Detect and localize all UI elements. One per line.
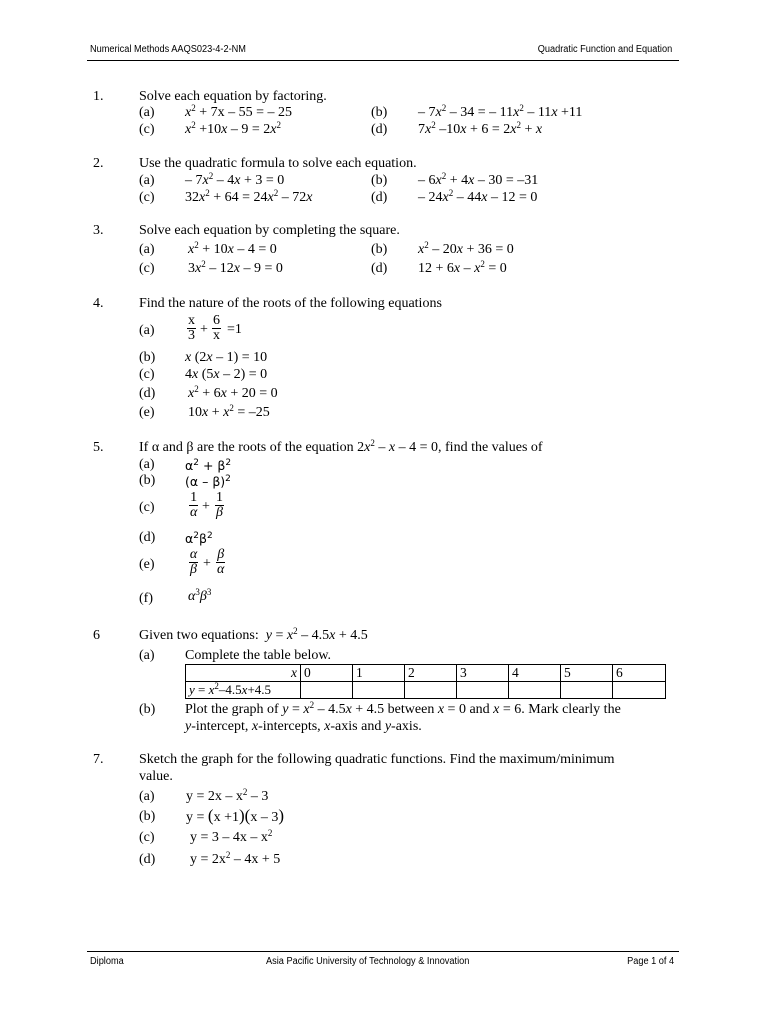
q4-number: 4. (93, 296, 104, 311)
q4-text: Find the nature of the roots of the following equations (139, 296, 442, 311)
q6b-text-line1: Plot the graph of $y = x^2 - 4.5x + 4.5$ between x = 0 and x = 6. Mark clearly the (185, 700, 621, 717)
q5e-fraction-beta-over-alpha (216, 548, 225, 577)
q3b-label: (b) (371, 242, 388, 257)
q7d-function: $y = 2x^2 - 4x + 5$ (190, 850, 281, 867)
q2a-label: (a) (139, 173, 155, 188)
table-cell-x0: 0 (301, 665, 353, 682)
q4e-label: (e) (139, 405, 155, 420)
q5-tail-text: , find the values of (438, 440, 543, 455)
q1b-equation: – $7x^2 - 34$ = – $11x^2 - 11x +11$ (418, 103, 583, 120)
table-cell-x3: 3 (457, 665, 509, 682)
q5c-denominator-beta: β (216, 505, 223, 520)
q4b-label: (b) (139, 350, 156, 365)
q5f-label: (f) (139, 591, 153, 606)
q4a-numerator-x: x (188, 313, 195, 328)
q4c-equation: 4x (5x – 2) = 0 (185, 367, 268, 382)
q1d-label: (d) (371, 122, 388, 137)
q7b-function: y = (x +1)(x – 3) (186, 806, 284, 825)
q5-lead-text: If α and β are the roots of the equation (139, 440, 354, 455)
q7c-function: $y = 3 - 4x - x^2$ (190, 828, 273, 845)
q6-number: 6 (93, 628, 100, 643)
q6-text: Given two equations: $y = x^2 - 4.5x + 4.5$ (139, 626, 368, 643)
q5-text: If α and β are the roots of the equation $2x^2 - x - 4 = 0$, find the values of (139, 438, 543, 455)
q2-text: Use the quadratic formula to solve each equation. (139, 156, 417, 171)
q7-text-line1: Sketch the graph for the following quadratic functions. Find the maximum/minimum (139, 752, 615, 767)
q6-value-table (185, 664, 666, 699)
footer-rule (87, 951, 679, 952)
header-rule (87, 60, 679, 61)
q4a-numerator-6: 6 (213, 313, 220, 328)
q4b-equation: x (2x – 1) = 10 (185, 350, 268, 365)
footer-program: Diploma (90, 956, 124, 967)
q5c-numerator-1: 1 (190, 490, 198, 505)
q7-text-line2: value. (139, 769, 173, 784)
q2c-label: (c) (139, 190, 155, 205)
q4a-label: (a) (139, 323, 155, 338)
q4a-denominator-x: x (213, 328, 220, 343)
q7c-label: (c) (139, 830, 155, 845)
q7b-label: (b) (139, 809, 156, 824)
table-cell-y3 (457, 682, 509, 699)
q1-number: 1. (93, 89, 104, 104)
q1b-label: (b) (371, 105, 388, 120)
q5c-plus: + (202, 499, 210, 514)
q5e-label: (e) (139, 557, 155, 572)
footer-page-number: Page 1 of 4 (626, 956, 674, 967)
q1-text: Solve each equation by factoring. (139, 89, 327, 104)
q7-number: 7. (93, 752, 104, 767)
q5c-label: (c) (139, 500, 155, 515)
q5e-numerator-alpha: α (189, 547, 198, 562)
q2a-equation: – $7x^2 - 4x + 3 = 0$ (185, 171, 285, 188)
footer-institution: Asia Pacific University of Technology & Innovation (266, 956, 470, 967)
q4a-denominator-3: 3 (188, 328, 195, 343)
q4c-label: (c) (139, 367, 155, 382)
table-header-x: x (186, 665, 301, 682)
q4d-equation: $x^2 + 6x + 20 = 0$ (188, 384, 278, 401)
q3a-label: (a) (139, 242, 155, 257)
q7d-label: (d) (139, 852, 156, 867)
q6a-text: Complete the table below. (185, 648, 332, 663)
table-cell-x2: 2 (405, 665, 457, 682)
q5a-expression: $\alpha^2 + \beta^2$ (185, 458, 232, 473)
table-cell-y4 (509, 682, 561, 699)
q5c-fraction-1-over-alpha (189, 491, 198, 520)
table-cell-y5 (561, 682, 613, 699)
table-cell-y1 (353, 682, 405, 699)
table-row (186, 665, 666, 682)
q4d-label: (d) (139, 386, 156, 401)
q2c-equation: $32x^2 + 64 = 24x^2 - 72x$ (185, 188, 313, 205)
q3a-equation: $x^2 + 10x - 4 = 0$ (188, 240, 277, 257)
q5b-label: (b) (139, 473, 156, 488)
q1a-label: (a) (139, 105, 155, 120)
q1a-equation: $x^2 + 7x - 55$ = – 25 (185, 103, 293, 120)
q6a-label: (a) (139, 648, 155, 663)
q3c-label: (c) (139, 261, 155, 276)
q6-lead-text: Given two equations: (139, 628, 259, 643)
q2b-label: (b) (371, 173, 388, 188)
q5c-denominator-alpha: α (190, 505, 198, 520)
q6b-label: (b) (139, 702, 156, 717)
q6b-text-line2: y-intercept, x-intercepts, x-axis and y-axis. (185, 719, 422, 734)
table-cell-y2 (405, 682, 457, 699)
q4a-equals-one: =1 (227, 322, 242, 337)
q1c-equation: $x^2 +10x - 9 = 2x^2$ (185, 120, 281, 137)
q2d-equation: – $24x^2 - 44x - 12 = 0$ (418, 188, 538, 205)
q4e-equation: $10x + x^2 = -25$ (188, 403, 270, 420)
table-row (186, 682, 666, 699)
table-cell-x4: 4 (509, 665, 561, 682)
header-topic: Quadratic Function and Equation (537, 44, 672, 55)
q5e-plus: + (203, 556, 211, 571)
q7a-function: $y = 2x - x^2 - 3$ (186, 787, 269, 804)
q5c-fraction-1-over-beta (215, 491, 224, 520)
q3b-equation: $x^2 - 20x + 36 = 0$ (418, 240, 514, 257)
table-cell-y6 (613, 682, 666, 699)
table-cell-x5: 5 (561, 665, 613, 682)
q5a-label: (a) (139, 457, 155, 472)
q2d-label: (d) (371, 190, 388, 205)
q1d-equation: $7x^2$ $-10x + 6 = 2x^2 + x$ (418, 120, 543, 137)
q5e-numerator-beta: β (217, 547, 225, 562)
q3-text: Solve each equation by completing the square. (139, 223, 400, 238)
table-cell-y0 (301, 682, 353, 699)
header-course-code: Numerical Methods AAQS023-4-2-NM (90, 44, 246, 55)
table-cell-x1: 1 (353, 665, 405, 682)
table-cell-x6: 6 (613, 665, 666, 682)
table-header-y: $y = x^2-4.5x+4.5$ (186, 682, 301, 699)
q3d-label: (d) (371, 261, 388, 276)
q4a-fraction-x-over-3 (187, 314, 196, 343)
q5b-expression: (α – β)$^2$ (185, 474, 231, 489)
q5f-expression: $\alpha^3\beta^3$ (188, 587, 212, 604)
q5-number: 5. (93, 440, 104, 455)
q5c-numerator-1b: 1 (215, 490, 223, 505)
q3c-equation: $3x^2 - 12x - 9 = 0$ (188, 259, 283, 276)
q1c-label: (c) (139, 122, 155, 137)
q7a-label: (a) (139, 789, 155, 804)
q3-number: 3. (93, 223, 104, 238)
q5e-denominator-alpha: α (217, 562, 225, 577)
q5d-expression: $\alpha^2\beta^2$ (185, 531, 213, 546)
q5e-fraction-alpha-over-beta (189, 548, 198, 577)
q2-number: 2. (93, 156, 104, 171)
q2b-equation: – $6x^2 + 4x - 30 = -31$ (418, 171, 539, 188)
q5d-label: (d) (139, 530, 156, 545)
q4a-fraction-6-over-x (212, 314, 221, 343)
q4a-plus: + (200, 322, 208, 337)
q5e-denominator-beta: β (190, 562, 197, 577)
q3d-equation: $12 + 6x - x^2 = 0$ (418, 259, 507, 276)
